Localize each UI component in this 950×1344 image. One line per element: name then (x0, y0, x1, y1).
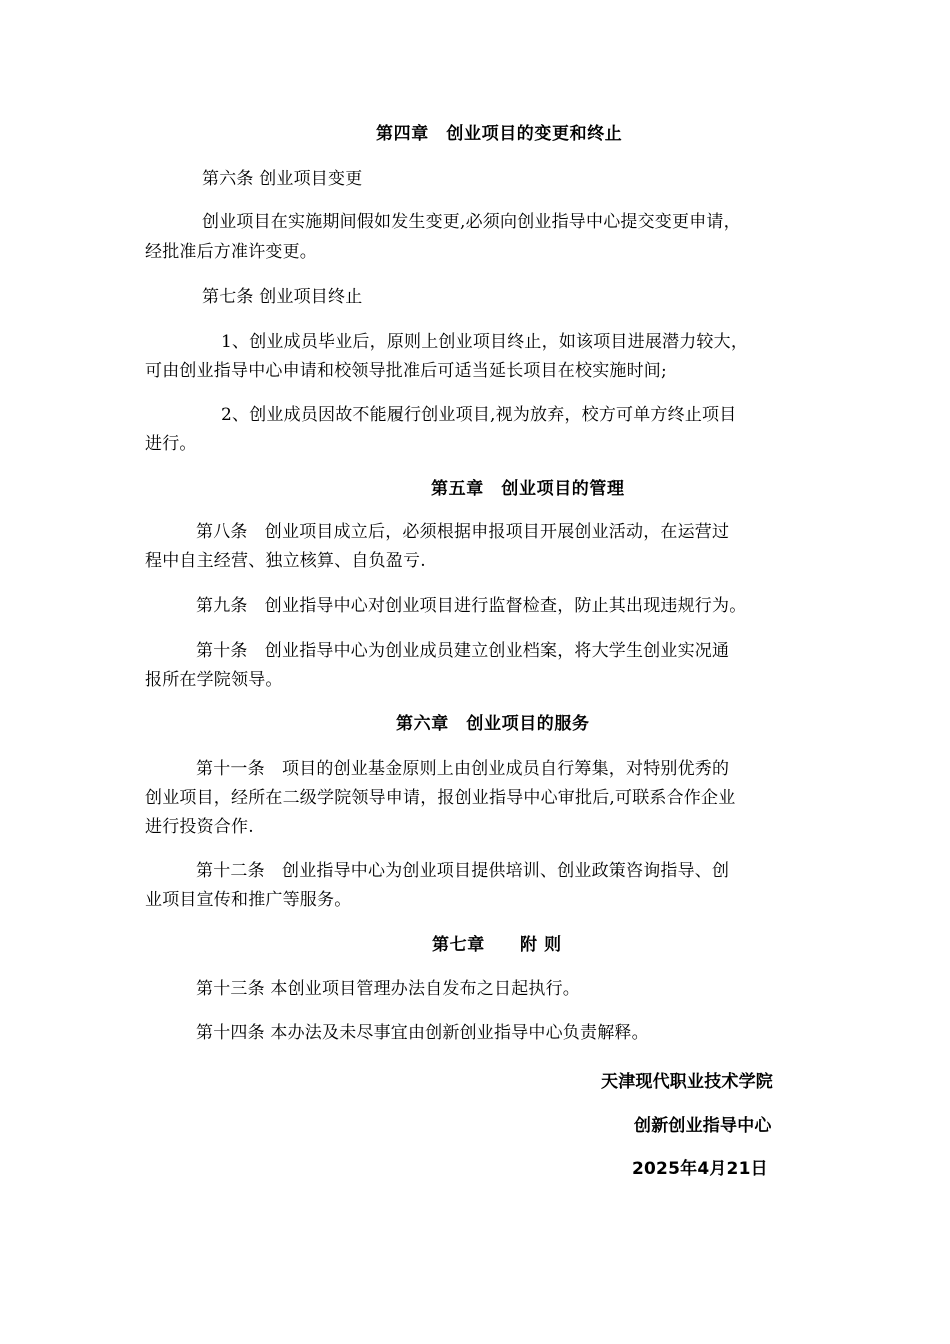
chapter-4-title: 第四章 创业项目的变更和终止 (376, 124, 623, 144)
article-8-line: 第八条 创业项目成立后，必须根据申报项目开展创业活动，在运营过 (196, 522, 730, 542)
article-7-item-2-line: 2、创业成员因故不能履行创业项目,视为放弃，校方可单方终止项目 (221, 405, 737, 425)
article-9-line: 第九条 创业指导中心对创业项目进行监督检查，防止其出现违规行为。 (196, 596, 747, 616)
article-7-heading: 第七条 创业项目终止 (202, 287, 363, 307)
article-7-item-1-line: 可由创业指导中心申请和校领导批准后可适当延长项目在校实施时间; (145, 361, 667, 381)
article-12-line: 业项目宣传和推广等服务。 (145, 890, 352, 910)
article-11-line: 创业项目，经所在二级学院领导申请，报创业指导中心审批后,可联系合作企业 (145, 788, 736, 808)
article-8-line: 程中自主经营、独立核算、自负盈亏. (145, 551, 426, 571)
article-7-item-2-line: 进行。 (145, 434, 197, 454)
chapter-7-title: 第七章 附 则 (432, 935, 562, 955)
article-14-line: 第十四条 本办法及未尽事宜由创新创业指导中心负责解释。 (196, 1023, 649, 1043)
signature-department: 创新创业指导中心 (634, 1116, 772, 1136)
article-6-text-line: 经批准后方准许变更。 (145, 242, 317, 262)
article-6-text-line: 创业项目在实施期间假如发生变更,必须向创业指导中心提交变更申请， (202, 212, 741, 232)
article-6-heading: 第六条 创业项目变更 (202, 169, 363, 189)
article-11-line: 第十一条 项目的创业基金原则上由创业成员自行筹集，对特别优秀的 (196, 759, 730, 779)
chapter-5-title: 第五章 创业项目的管理 (431, 479, 625, 499)
article-12-line: 第十二条 创业指导中心为创业项目提供培训、创业政策咨询指导、创 (196, 861, 730, 881)
article-11-line: 进行投资合作. (145, 817, 254, 837)
chapter-6-title: 第六章 创业项目的服务 (396, 714, 590, 734)
signature-date: 2025年4月21日 (632, 1159, 768, 1179)
article-7-item-1-line: 1、创业成员毕业后，原则上创业项目终止，如该项目进展潜力较大， (221, 332, 749, 352)
article-13-line: 第十三条 本创业项目管理办法自发布之日起执行。 (196, 979, 581, 999)
signature-institution: 天津现代职业技术学院 (601, 1072, 773, 1092)
article-10-line: 报所在学院领导。 (145, 670, 283, 690)
article-10-line: 第十条 创业指导中心为创业成员建立创业档案，将大学生创业实况通 (196, 641, 730, 661)
